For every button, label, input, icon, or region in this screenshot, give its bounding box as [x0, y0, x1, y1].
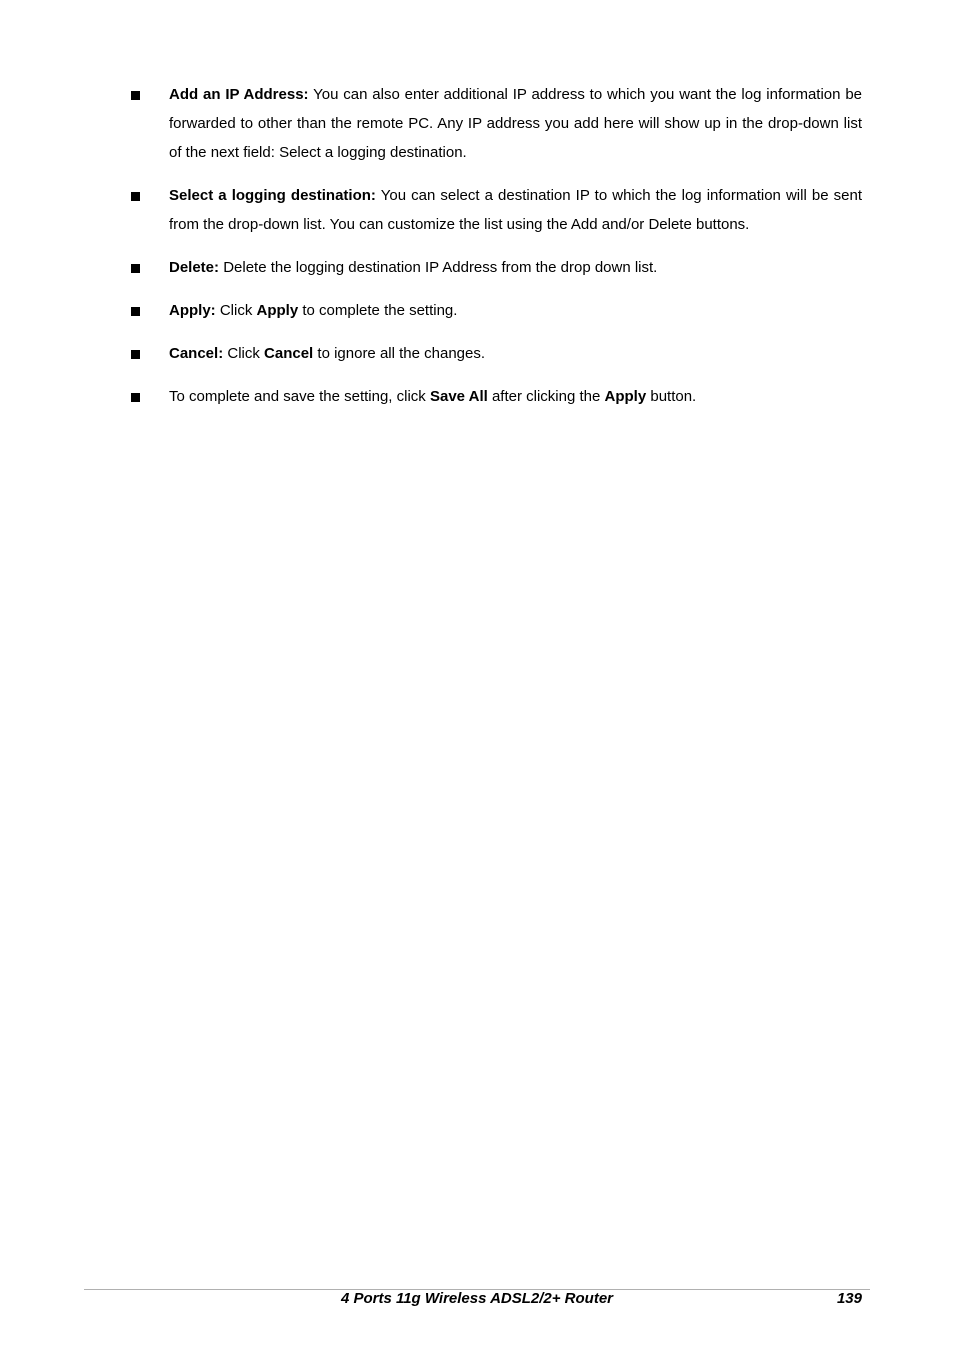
square-bullet-icon — [131, 192, 140, 201]
item-emphasis: Apply — [256, 302, 299, 319]
bullet-item-add-ip-address — [131, 80, 862, 167]
square-bullet-icon — [131, 307, 140, 316]
item-text: to complete the setting. — [298, 302, 458, 319]
item-text: button. — [646, 388, 697, 405]
square-bullet-icon — [131, 393, 140, 402]
item-emphasis: Cancel — [264, 345, 314, 362]
item-emphasis: Save All — [429, 388, 488, 405]
item-emphasis: Apply — [604, 388, 647, 405]
item-term: Select a logging destination: — [169, 187, 376, 204]
square-bullet-icon — [131, 350, 140, 359]
item-text: You can select a destination IP to which the log information will be sent from the drop-down list. You can customize the list using the Add and/or Delete buttons. — [169, 187, 862, 233]
item-term: Apply: — [169, 302, 216, 319]
square-bullet-icon — [131, 91, 140, 100]
item-text: to ignore all the changes. — [313, 345, 486, 362]
bullet-item-cancel — [131, 339, 862, 368]
bullet-item-delete — [131, 253, 862, 282]
item-text: Click — [223, 345, 265, 362]
item-text: To complete and save the setting, click — [169, 388, 430, 405]
item-term: Cancel: — [169, 345, 224, 362]
item-text: Click — [215, 302, 257, 319]
bullet-item-apply — [131, 296, 862, 325]
item-text: Delete the logging destination IP Address from the drop down list. — [219, 259, 658, 276]
square-bullet-icon — [131, 264, 140, 273]
item-term: Delete: — [169, 259, 220, 276]
item-text: You can also enter additional IP address to which you want the log information be forwarded to other than the remote PC. Any IP address you add here will show up in the drop-down list of the next field: Select a logging destination. — [169, 86, 862, 161]
item-term: Add an IP Address: — [169, 86, 309, 103]
page-number: 139 — [836, 1290, 862, 1307]
bullet-item-select-logging-destination — [131, 181, 862, 239]
bullet-list — [131, 80, 862, 425]
item-text: after clicking the — [487, 388, 605, 405]
footer-title: 4 Ports 11g Wireless ADSL2/2+ Router — [340, 1290, 614, 1307]
bullet-item-save-all — [131, 382, 862, 411]
